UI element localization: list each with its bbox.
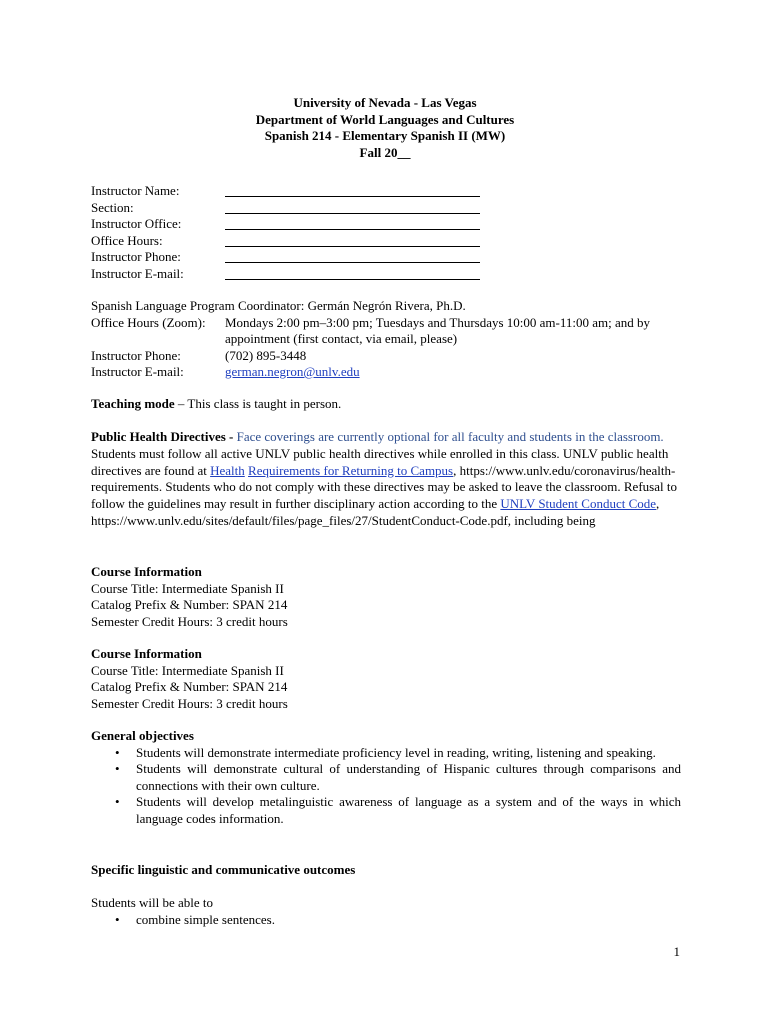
field-label: Instructor E-mail: (91, 364, 184, 379)
outcomes (91, 895, 681, 928)
term: Fall 20__ (359, 144, 411, 160)
list-item: • Students will demonstrate intermediate proficiency level in reading, writing, listening and speaking. (91, 745, 681, 762)
field-label: Office Hours: (91, 232, 163, 248)
objectives-list (91, 745, 681, 828)
instructor-email-row (91, 266, 681, 283)
course-title: Course Title: Intermediate Spanish II (91, 662, 284, 678)
face-covering-note: Face coverings are currently optional for all faculty and students in the classroom. (236, 429, 664, 444)
field-label: Instructor Phone: (91, 249, 181, 264)
course-name: Spanish 214 - Elementary Spanish II (MW) (264, 128, 506, 143)
general-objectives (91, 728, 681, 827)
credit-hours: Semester Credit Hours: 3 credit hours (91, 695, 288, 711)
blank-line (225, 200, 480, 214)
office-hours-row (91, 233, 681, 250)
outcomes-intro: Students will be able to (91, 895, 214, 910)
blank-line (225, 216, 480, 230)
instructor-phone-row (91, 249, 681, 266)
field-label: Section: (91, 199, 134, 215)
catalog-number: Catalog Prefix & Number: SPAN 214 (91, 679, 288, 694)
credit-hours: Semester Credit Hours: 3 credit hours (91, 613, 288, 629)
health-link[interactable]: Health (210, 462, 245, 478)
coordinator-email-row (91, 364, 681, 381)
health-text-2: , https://www.unlv.edu/coronavirus/health-requirements. Students who do not comply with these directives may be asked to leave the classroom. Refusal to follow the guidelines may result in further disciplinary action according to the (91, 462, 677, 512)
section-heading: Specific linguistic and communicative outcomes (91, 862, 356, 877)
health-label: Public Health Directives - (91, 429, 237, 444)
course-title: Course Title: Intermediate Spanish II (91, 580, 284, 596)
instructor-name-row (91, 183, 681, 200)
health-text-3: , https://www.unlv.edu/sites/default/files/page_files/27/StudentConduct-Code.pdf, including being (91, 496, 660, 528)
coordinator-info (91, 298, 681, 381)
coordinator-line: Spanish Language Program Coordinator: Germán Negrón Rivera, Ph.D. (91, 298, 466, 313)
instructor-info (91, 183, 681, 282)
health-text-1: Students must follow all active UNLV public health directives while enrolled in this class. UNLV public health directives are found at (91, 445, 669, 478)
section-row (91, 200, 681, 217)
requirements-link[interactable]: Requirements for Returning to Campus (248, 462, 454, 478)
teaching-mode-text: – This class is taught in person. (174, 396, 342, 411)
blank-line (225, 249, 480, 263)
department-name: Department of World Languages and Cultures (255, 111, 515, 127)
university-name: University of Nevada - Las Vegas (293, 95, 477, 110)
section-heading: Course Information (91, 564, 202, 579)
outcomes-list (91, 912, 681, 929)
field-label: Office Hours (Zoom): (91, 314, 206, 330)
blank-line (225, 183, 480, 197)
teaching-mode-label: Teaching mode (91, 396, 175, 411)
coordinator-phone-row (91, 348, 681, 365)
field-label: Instructor Phone: (91, 347, 181, 363)
catalog-number: Catalog Prefix & Number: SPAN 214 (91, 597, 288, 612)
blank-line (225, 233, 480, 247)
office-hours-value: Mondays 2:00 pm–3:00 pm; Tuesdays and Thursdays 10:00 am-11:00 am; and by (225, 314, 651, 330)
teaching-mode (91, 396, 681, 413)
phone-value: (702) 895-3448 (225, 347, 307, 363)
page-number: 1 (673, 944, 680, 959)
list-item: • Students will develop metalinguistic awareness of language as a system and of the ways in which language codes information. (91, 794, 681, 827)
field-label: Instructor Name: (91, 183, 180, 198)
course-information-2 (91, 646, 681, 712)
course-information-1 (91, 564, 681, 630)
list-item: • combine simple sentences. (91, 912, 681, 929)
field-label: Instructor E-mail: (91, 265, 184, 281)
coordinator-email-link[interactable]: german.negron@unlv.edu (225, 364, 360, 379)
document-header (0, 95, 770, 161)
field-label: Instructor Office: (91, 216, 182, 231)
conduct-code-link[interactable]: UNLV Student Conduct Code (500, 496, 657, 512)
public-health-directives (91, 429, 681, 530)
list-item: • Students will demonstrate cultural of understanding of Hispanic cultures through comparisons and connections with their own culture. (91, 761, 681, 794)
blank-line (225, 266, 480, 280)
section-heading: General objectives (91, 728, 194, 743)
office-hours-value-cont: appointment (first contact, via email, please) (225, 331, 458, 346)
instructor-office-row (91, 216, 681, 233)
coordinator-office-row (91, 315, 681, 332)
outcomes-heading-block (91, 862, 681, 879)
section-heading: Course Information (91, 646, 202, 661)
